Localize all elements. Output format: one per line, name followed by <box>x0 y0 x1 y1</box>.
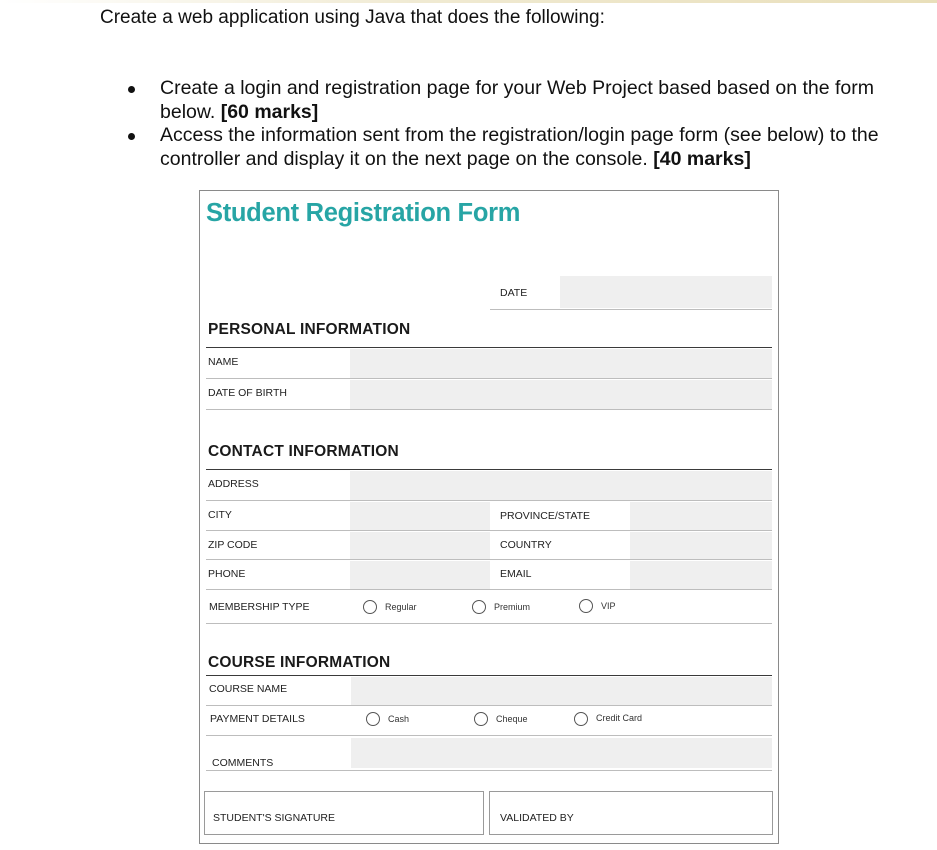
name-label: NAME <box>208 356 239 368</box>
course-name-field[interactable] <box>351 677 772 705</box>
divider <box>206 530 772 531</box>
divider <box>206 735 772 736</box>
name-field[interactable] <box>350 349 772 378</box>
payment-cheque-label: Cheque <box>496 714 528 724</box>
contact-info-heading: CONTACT INFORMATION <box>208 443 399 460</box>
zip-label: ZIP CODE <box>208 539 258 551</box>
address-label: ADDRESS <box>208 478 259 490</box>
membership-premium-radio[interactable] <box>472 600 486 614</box>
divider <box>206 589 772 590</box>
email-label: EMAIL <box>500 568 532 580</box>
payment-cash-label: Cash <box>388 714 410 724</box>
date-field[interactable] <box>560 276 772 308</box>
divider <box>206 770 772 771</box>
divider <box>206 469 772 470</box>
divider <box>206 500 772 501</box>
membership-label: MEMBERSHIP TYPE <box>209 601 310 613</box>
city-label: CITY <box>208 509 232 521</box>
phone-label: PHONE <box>208 568 246 580</box>
form-title: Student Registration Form <box>206 199 521 227</box>
dob-label: DATE OF BIRTH <box>208 387 287 399</box>
validated-by-label: VALIDATED BY <box>500 812 574 824</box>
membership-regular-label: Regular <box>385 602 417 612</box>
bullet-icon <box>128 133 135 140</box>
course-name-label: COURSE NAME <box>209 683 288 695</box>
requirement-text: Access the information sent from the registration/login page form (see below) to the controller and display it on the next page on the console. <box>160 124 879 170</box>
comments-label: COMMENTS <box>212 757 274 769</box>
divider <box>206 675 772 676</box>
date-label: DATE <box>500 287 528 299</box>
dob-field[interactable] <box>350 380 772 409</box>
province-label: PROVINCE/STATE <box>500 510 591 522</box>
province-field[interactable] <box>630 502 772 530</box>
list-item <box>127 77 887 124</box>
divider <box>206 378 772 379</box>
list-item <box>127 124 887 171</box>
top-border <box>0 0 937 3</box>
divider <box>206 347 772 348</box>
zip-field[interactable] <box>350 532 490 559</box>
requirement-marks: [60 marks] <box>220 100 319 123</box>
divider <box>206 623 772 624</box>
divider <box>206 705 772 706</box>
membership-premium-label: Premium <box>494 602 531 612</box>
personal-info-heading: PERSONAL INFORMATION <box>208 321 411 338</box>
membership-regular-radio[interactable] <box>363 600 377 614</box>
bullet-icon <box>128 86 135 93</box>
comments-field[interactable] <box>351 738 772 768</box>
requirement-text: Create a login and registration page for your Web Project based based on the form below. <box>160 77 874 123</box>
address-field[interactable] <box>350 471 772 500</box>
payment-cash-radio[interactable] <box>366 712 380 726</box>
payment-cheque-radio[interactable] <box>474 712 488 726</box>
divider <box>490 309 772 310</box>
payment-credit-card-label: Credit Card <box>596 713 643 723</box>
membership-vip-radio[interactable] <box>579 599 593 613</box>
membership-vip-label: VIP <box>601 601 616 611</box>
country-field[interactable] <box>630 532 772 559</box>
divider <box>206 409 772 410</box>
phone-field[interactable] <box>350 561 490 589</box>
registration-form-image <box>199 190 779 844</box>
signature-label: STUDENT'S SIGNATURE <box>213 812 335 824</box>
city-field[interactable] <box>350 502 490 530</box>
divider <box>206 559 772 560</box>
email-field[interactable] <box>630 561 772 589</box>
requirements-list <box>127 77 887 171</box>
course-info-heading: COURSE INFORMATION <box>208 654 391 671</box>
assignment-heading: Create a web application using Java that does the following: <box>100 7 605 28</box>
requirement-marks: [40 marks] <box>653 147 751 170</box>
country-label: COUNTRY <box>500 539 552 551</box>
payment-label: PAYMENT DETAILS <box>210 713 305 725</box>
payment-credit-card-radio[interactable] <box>574 712 588 726</box>
